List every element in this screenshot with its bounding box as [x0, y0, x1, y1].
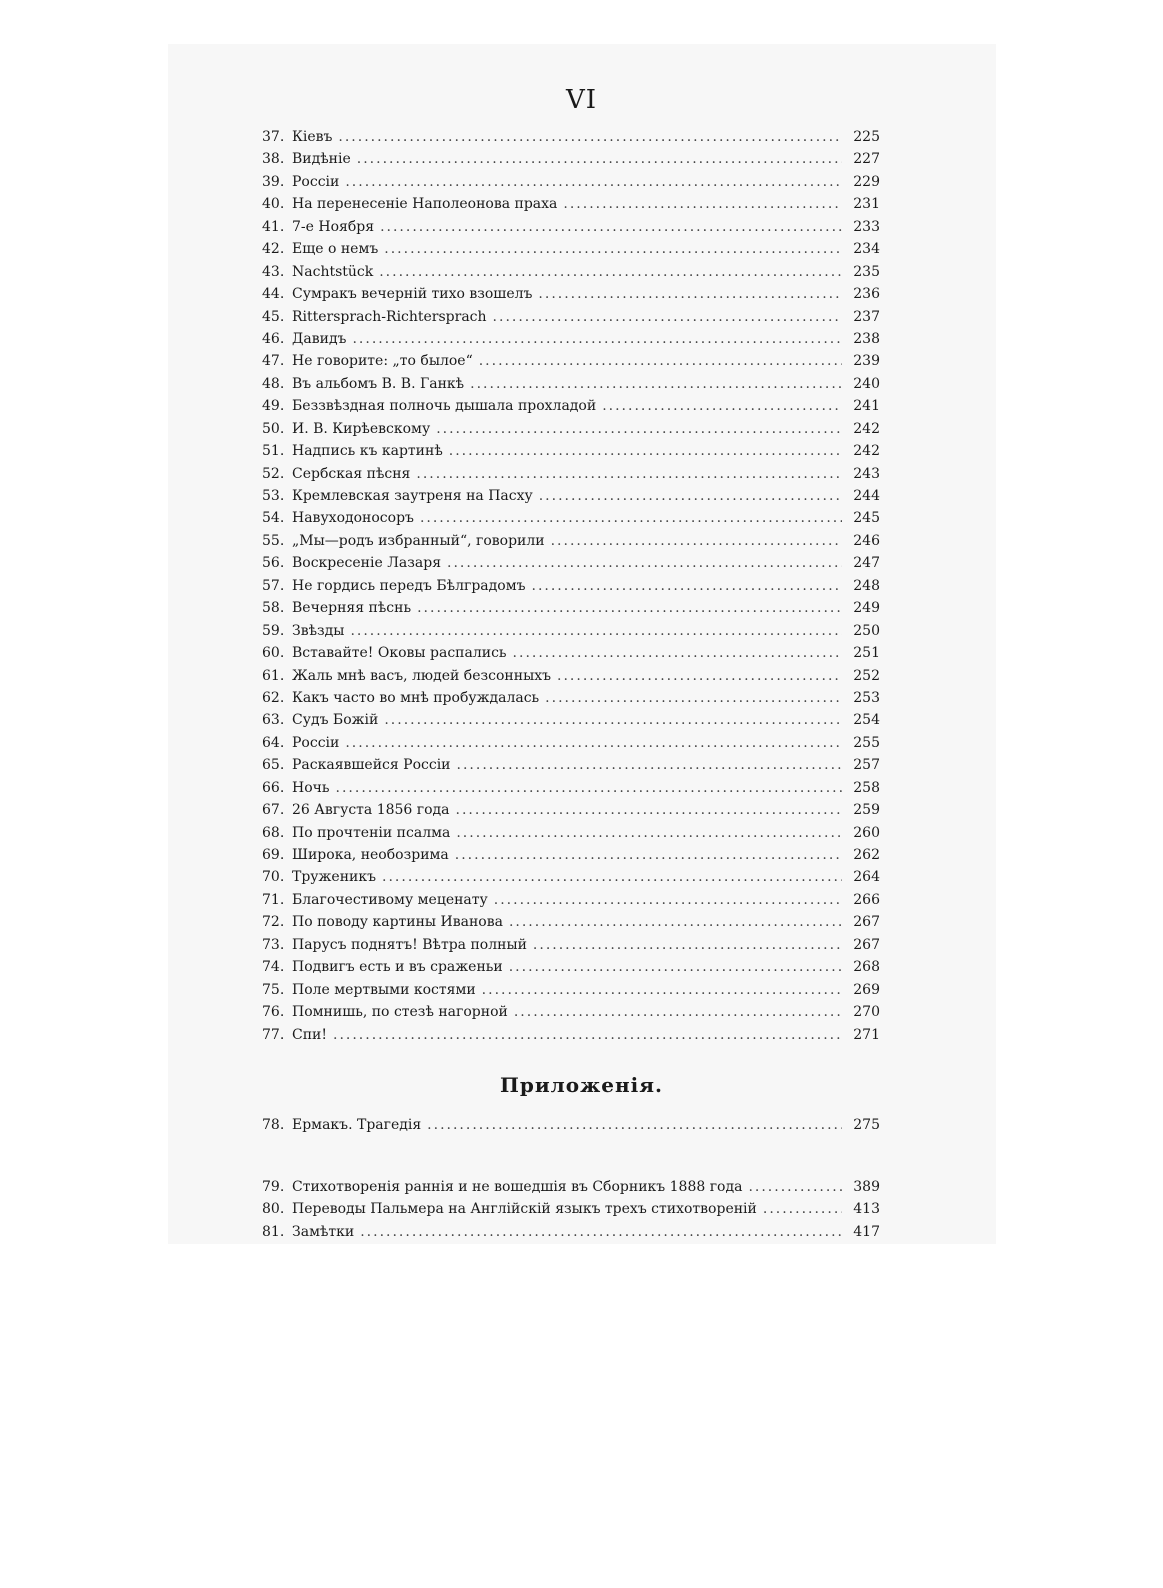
entry-number: 75. — [262, 981, 285, 998]
entry-title: Какъ часто во мнѣ пробуждалась — [292, 689, 540, 706]
entry-page: 262 — [853, 847, 880, 863]
entry-title: Спи! — [292, 1026, 327, 1043]
entry-page: 239 — [853, 353, 880, 370]
entry-number: 55. — [262, 532, 285, 549]
entry-page: 242 — [853, 443, 880, 460]
entry-number: 38. — [262, 151, 285, 168]
toc-entry — [262, 866, 880, 888]
entry-page: 242 — [853, 420, 880, 437]
entry-page: 389 — [853, 1179, 880, 1195]
dot-leader — [538, 283, 842, 305]
entry-number: 65. — [262, 757, 285, 774]
entry-page: 253 — [853, 689, 880, 706]
dot-leader — [493, 306, 842, 328]
entry-page: 267 — [853, 936, 880, 953]
appendix-heading: Приложенія. — [499, 1073, 664, 1097]
dot-leader — [357, 148, 842, 170]
entry-number: 48. — [262, 375, 285, 392]
dot-leader — [479, 350, 842, 372]
entry-number: 72. — [262, 914, 285, 931]
toc-entry — [262, 979, 880, 1001]
entry-page: 237 — [853, 308, 880, 325]
entry-title: Вставайте! Оковы распались — [292, 645, 507, 662]
dot-leader — [748, 1176, 842, 1198]
dot-leader — [456, 799, 842, 821]
dot-leader — [563, 193, 842, 215]
entry-title: 7-е Ноября — [292, 218, 375, 235]
dot-leader — [470, 373, 842, 395]
dot-leader — [455, 844, 842, 866]
entry-title: Видѣніе — [292, 151, 351, 168]
toc-entry — [262, 709, 880, 731]
dot-leader — [427, 1114, 842, 1136]
entry-number: 43. — [262, 263, 285, 280]
toc-entry — [262, 575, 880, 597]
entry-number: 66. — [262, 779, 285, 796]
toc-entry — [262, 485, 880, 507]
entry-number: 42. — [262, 241, 285, 258]
toc-entry — [262, 171, 880, 193]
entry-number: 73. — [262, 936, 285, 953]
dot-leader — [382, 866, 842, 888]
entry-page: 269 — [853, 981, 880, 998]
dot-leader — [336, 777, 842, 799]
entry-number: 44. — [262, 286, 285, 303]
entry-number: 61. — [262, 667, 285, 684]
entry-number: 81. — [262, 1223, 285, 1240]
dot-leader — [345, 171, 842, 193]
dot-leader — [345, 732, 842, 754]
entry-number: 78. — [262, 1117, 285, 1133]
entry-page: 234 — [853, 241, 880, 258]
entry-title: По прочтеніи псалма — [292, 824, 451, 841]
entry-number: 58. — [262, 600, 285, 617]
entry-page: 255 — [853, 734, 880, 751]
entry-page: 260 — [853, 824, 880, 841]
entry-number: 39. — [262, 173, 285, 190]
toc-entry — [262, 507, 880, 529]
dot-leader — [509, 956, 842, 978]
toc-entry — [262, 732, 880, 754]
entry-title: Переводы Пальмера на Англійскій языкъ трехъ стихотвореній — [292, 1201, 757, 1218]
entry-title: Россіи — [292, 173, 340, 190]
toc-entry — [262, 642, 880, 664]
dot-leader — [352, 328, 842, 350]
toc-entry — [262, 283, 880, 305]
toc-entry — [262, 1024, 880, 1046]
entry-page: 243 — [853, 465, 880, 482]
entry-page: 270 — [853, 1004, 880, 1021]
dot-leader — [333, 1024, 842, 1046]
entry-page: 271 — [853, 1026, 880, 1043]
entry-title: Вечерняя пѣснь — [292, 600, 412, 617]
toc-entry — [262, 1001, 880, 1023]
entry-page: 275 — [853, 1117, 880, 1133]
entry-title: Сумракъ вечерній тихо взошелъ — [292, 286, 533, 303]
entry-page: 233 — [853, 218, 880, 235]
entry-number: 63. — [262, 712, 285, 729]
entry-page: 251 — [853, 645, 880, 662]
entry-number: 79. — [262, 1179, 285, 1195]
toc-entry — [262, 1114, 880, 1136]
entry-number: 47. — [262, 353, 285, 370]
entry-page: 250 — [853, 622, 880, 639]
entry-title: Стихотворенія раннія и не вошедшія въ Сборникъ 1888 года — [292, 1179, 743, 1195]
entry-page: 247 — [853, 555, 880, 572]
appendix-contents — [262, 1114, 880, 1136]
entry-number: 69. — [262, 847, 285, 863]
dot-leader — [416, 463, 842, 485]
dot-leader — [494, 889, 842, 911]
dot-leader — [380, 216, 842, 238]
entry-page: 225 — [853, 129, 880, 145]
toc-entry — [262, 463, 880, 485]
entry-page: 267 — [853, 914, 880, 931]
entry-page: 417 — [853, 1223, 880, 1240]
toc-entry — [262, 687, 880, 709]
dot-leader — [436, 418, 842, 440]
entry-page: 231 — [853, 196, 880, 213]
entry-page: 229 — [853, 173, 880, 190]
page-number: VI — [565, 85, 598, 115]
entry-number: 51. — [262, 443, 285, 460]
toc-entry — [262, 148, 880, 170]
entry-title: 26 Августа 1856 года — [292, 802, 450, 819]
toc-entry — [262, 216, 880, 238]
entry-number: 53. — [262, 488, 285, 504]
toc-entry — [262, 597, 880, 619]
dot-leader — [384, 709, 842, 731]
entry-title: Раскаявшейся Россіи — [292, 757, 451, 774]
dot-leader — [338, 126, 842, 148]
entry-page: 258 — [853, 779, 880, 796]
entry-title: Судъ Божій — [292, 712, 379, 729]
entry-number: 59. — [262, 622, 285, 639]
entry-title: Не гордись передъ Бѣлградомъ — [292, 577, 526, 594]
toc-entry — [262, 395, 880, 417]
dot-leader — [539, 485, 842, 507]
toc-entry — [262, 822, 880, 844]
entry-page: 252 — [853, 667, 880, 684]
dot-leader — [532, 575, 843, 597]
toc-entry — [262, 350, 880, 372]
dot-leader — [509, 911, 842, 933]
entry-title: И. В. Кирѣевскому — [292, 420, 431, 437]
entry-page: 259 — [853, 802, 880, 819]
entry-number: 70. — [262, 869, 285, 886]
dot-leader — [417, 597, 842, 619]
toc-entry — [262, 777, 880, 799]
entry-number: 80. — [262, 1201, 285, 1218]
entry-number: 45. — [262, 308, 285, 325]
entry-title: Звѣзды — [292, 622, 345, 639]
entry-title: Россіи — [292, 734, 340, 751]
toc-entry — [262, 665, 880, 687]
dot-leader — [379, 261, 842, 283]
entry-title: На перенесеніе Наполеонова праха — [292, 196, 558, 213]
entry-number: 60. — [262, 645, 285, 662]
dot-leader — [533, 934, 842, 956]
toc-entry — [262, 238, 880, 260]
toc-entry — [262, 620, 880, 642]
table-of-contents — [262, 126, 880, 1046]
dot-leader — [545, 687, 842, 709]
toc-entry — [262, 530, 880, 552]
entry-title: Благочестивому меценату — [292, 891, 488, 908]
entry-title: Беззвѣздная полночь дышала прохладой — [292, 398, 597, 415]
toc-entry — [262, 552, 880, 574]
entry-page: 257 — [853, 757, 880, 774]
entry-page: 227 — [853, 151, 880, 168]
entry-page: 240 — [853, 375, 880, 392]
toc-entry — [262, 754, 880, 776]
entry-number: 62. — [262, 689, 285, 706]
entry-number: 64. — [262, 734, 285, 751]
toc-entry — [262, 261, 880, 283]
toc-entry — [262, 418, 880, 440]
entry-number: 41. — [262, 218, 285, 235]
entry-title: Кіевъ — [292, 129, 333, 145]
dot-leader — [457, 754, 842, 776]
dot-leader — [482, 979, 842, 1001]
entry-number: 56. — [262, 555, 285, 572]
entry-number: 68. — [262, 824, 285, 841]
dot-leader — [449, 440, 842, 462]
dot-leader — [551, 530, 842, 552]
entry-title: Еще о немъ — [292, 241, 379, 258]
dot-leader — [447, 552, 842, 574]
toc-entry — [262, 844, 880, 866]
entry-number: 67. — [262, 802, 285, 819]
entry-page: 264 — [853, 869, 880, 886]
entry-page: 266 — [853, 891, 880, 908]
toc-entry — [262, 956, 880, 978]
entry-page: 268 — [853, 959, 880, 976]
toc-entry — [262, 1221, 880, 1243]
entry-number: 54. — [262, 510, 285, 527]
toc-entry — [262, 193, 880, 215]
entry-page: 235 — [853, 263, 880, 280]
entry-page: 245 — [853, 510, 880, 527]
dot-leader — [557, 665, 842, 687]
entry-title: Поле мертвыми костями — [292, 981, 476, 998]
dot-leader — [360, 1221, 842, 1243]
entry-page: 254 — [853, 712, 880, 729]
entry-title: Въ альбомъ В. В. Ганкѣ — [292, 375, 465, 392]
entry-title: Труженикъ — [292, 869, 377, 886]
entry-title: Не говорите: „то былое“ — [292, 353, 473, 370]
toc-entry — [262, 1198, 880, 1220]
entry-number: 77. — [262, 1026, 285, 1043]
entry-title: Навуходоносоръ — [292, 510, 414, 527]
entry-title: Замѣтки — [292, 1223, 355, 1240]
entry-title: Надпись къ картинѣ — [292, 443, 443, 460]
dot-leader — [602, 395, 842, 417]
entry-number: 52. — [262, 465, 285, 482]
entry-page: 238 — [853, 330, 880, 347]
entry-title: По поводу картины Иванова — [292, 914, 503, 931]
dot-leader — [513, 642, 842, 664]
entry-number: 40. — [262, 196, 285, 213]
toc-entry — [262, 126, 880, 148]
entry-title: Воскресеніе Лазаря — [292, 555, 442, 572]
dot-leader — [350, 620, 842, 642]
entry-page: 246 — [853, 532, 880, 549]
toc-entry — [262, 440, 880, 462]
entry-title: Парусъ поднятъ! Вѣтра полный — [292, 936, 527, 953]
toc-entry — [262, 799, 880, 821]
entry-page: 244 — [853, 488, 880, 504]
entry-title: Ночь — [292, 779, 330, 796]
entry-number: 46. — [262, 330, 285, 347]
entry-number: 37. — [262, 129, 285, 145]
entry-title: Жаль мнѣ васъ, людей безсонныхъ — [292, 667, 552, 684]
toc-entry — [262, 911, 880, 933]
entry-number: 76. — [262, 1004, 285, 1021]
entry-title: Nachtstück — [292, 263, 374, 280]
dot-leader — [456, 822, 842, 844]
entry-number: 74. — [262, 959, 285, 976]
toc-entry — [262, 934, 880, 956]
toc-entry — [262, 306, 880, 328]
entry-title: Помнишь, по стезѣ нагорной — [292, 1004, 508, 1021]
dot-leader — [420, 507, 842, 529]
dot-leader — [763, 1198, 842, 1220]
entry-title: Ермакъ. Трагедія — [292, 1117, 422, 1133]
entry-title: „Мы—родъ избранный“, говорили — [292, 532, 545, 549]
entry-page: 413 — [853, 1201, 880, 1218]
entry-title: Давидъ — [292, 330, 347, 347]
entry-title: Подвигъ есть и въ сраженьи — [292, 959, 503, 976]
toc-entry — [262, 373, 880, 395]
toc-entry — [262, 889, 880, 911]
entry-title: Кремлевская заутреня на Пасху — [292, 488, 533, 504]
entry-number: 57. — [262, 577, 285, 594]
entry-title: Широка, необозрима — [292, 847, 449, 863]
entry-page: 236 — [853, 286, 880, 303]
extra-contents — [262, 1176, 880, 1243]
entry-number: 71. — [262, 891, 285, 908]
dot-leader — [384, 238, 842, 260]
entry-number: 49. — [262, 398, 285, 415]
entry-number: 50. — [262, 420, 285, 437]
entry-title: Rittersprach-Richtersprach — [292, 308, 487, 325]
entry-title: Сербская пѣсня — [292, 465, 411, 482]
entry-page: 241 — [853, 398, 880, 415]
toc-entry — [262, 1176, 880, 1198]
dot-leader — [514, 1001, 842, 1023]
entry-page: 248 — [853, 577, 880, 594]
toc-entry — [262, 328, 880, 350]
entry-page: 249 — [853, 600, 880, 617]
